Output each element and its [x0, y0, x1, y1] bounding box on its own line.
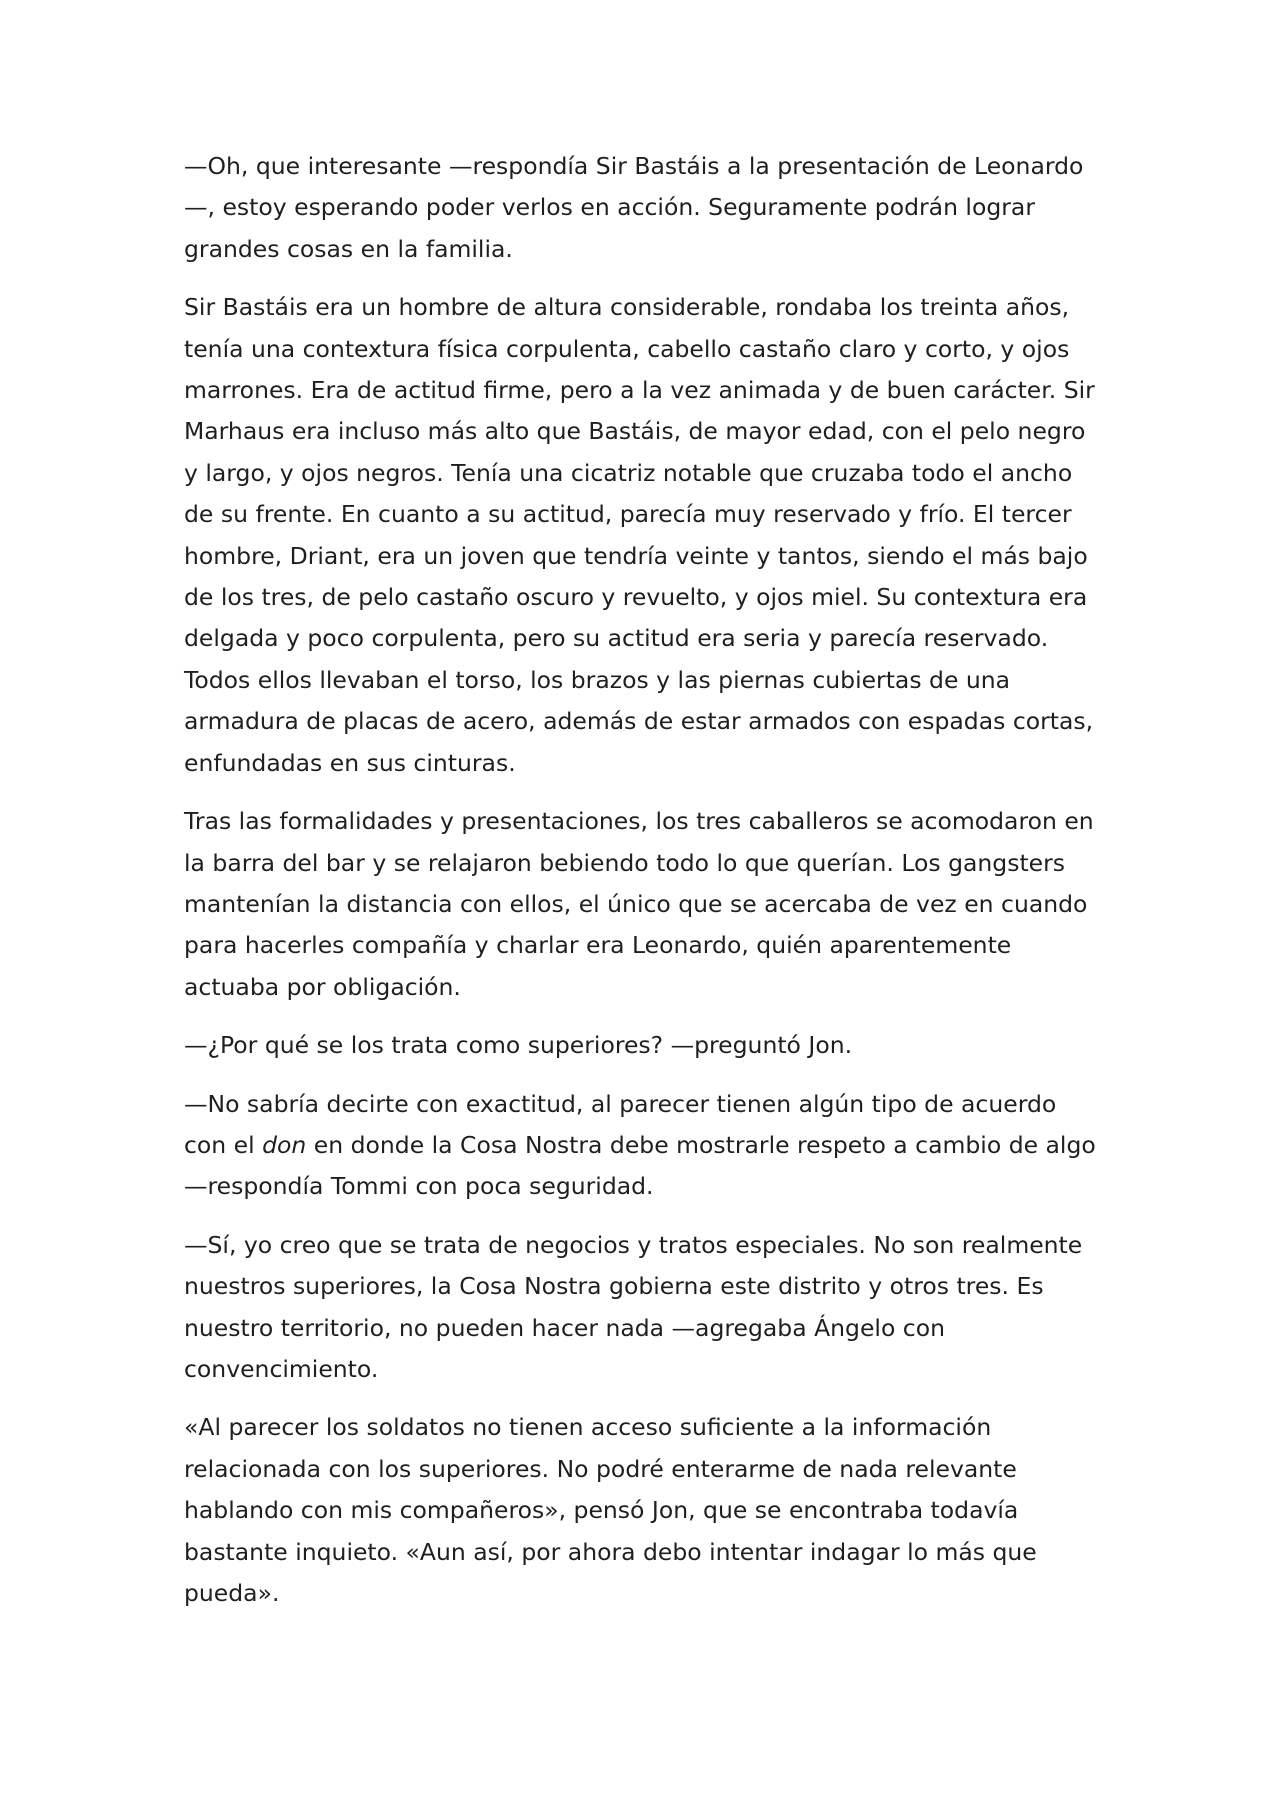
paragraph-angelo-answer: [184, 1225, 1096, 1391]
paragraph-text: Tras las formalidades y presentaciones, los tres caballeros se acomodaron en la barra del bar y se relajaron bebiendo todo lo que querían. Los gangsters mantenían la distancia con ellos, el único que se acercaba de vez en cuando para hacerles compañía y charlar era Leonardo, quién aparentemente actuaba por obligación.: [184, 807, 1102, 1001]
paragraph-formalities: [184, 801, 1102, 1008]
paragraph-text-after: en donde la Cosa Nostra debe mostrarle respeto a cambio de algo —respondía Tommi con poca seguridad.: [184, 1130, 1104, 1201]
paragraph-text: Sir Bastáis era un hombre de altura considerable, rondaba los treinta años, tenía una contextura física corpulenta, cabello castaño claro y corto, y ojos marrones. Era de actitud firme, pero a la vez animada y de buen carácter. Sir Marhaus era incluso más alto que Bastáis, de mayor edad, con el pelo negro y largo, y ojos negros. Tenía una cicatriz notable que cruzaba todo el ancho de su frente. En cuanto a su actitud, parecía muy reservado y frío. El tercer hombre, Driant, era un joven que tendría veinte y tantos, siendo el más bajo de los tres, de pelo castaño oscuro y revuelto, y ojos miel. Su contextura era delgada y poco corpulenta, pero su actitud era seria y parecía reservado. Todos ellos llevaban el torso, los brazos y las piernas cubiertas de una armadura de placas de acero, además de estar armados con espadas cortas, enfundadas en sus cinturas.: [184, 293, 1103, 777]
paragraph-jon-thought: [184, 1407, 1096, 1614]
paragraph-jon-question: [184, 1025, 1096, 1066]
document-page: [184, 146, 1104, 1631]
paragraph-bastais-reply: [184, 146, 1096, 270]
paragraph-text: «Al parecer los soldatos no tienen acceso suficiente a la información relacionada con los superiores. No podré enterarme de nada relevante hablando con mis compañeros», pensó Jon, que se encontraba todavía bastante inquieto. «Aun así, por ahora debo intentar indagar lo más que pueda».: [184, 1413, 1045, 1607]
paragraph-text: —Sí, yo creo que se trata de negocios y tratos especiales. No son realmente nuestros superiores, la Cosa Nostra gobierna este distrito y otros tres. Es nuestro territorio, no pueden hacer nada —agregaba Ángelo con convencimiento.: [184, 1230, 1090, 1383]
paragraph-text-before: —No sabría decirte con exactitud, al parecer tienen algún tipo de acuerdo con el: [184, 1089, 1064, 1159]
paragraph-text: —Oh, que interesante —respondía Sir Bastáis a la presentación de Leonardo —, estoy esperando poder verlos en acción. Seguramente podrán lograr grandes cosas en la familia.: [184, 152, 1091, 263]
italic-word-don: don: [262, 1130, 307, 1159]
paragraph-text: —¿Por qué se los trata como superiores? —preguntó Jon.: [184, 1031, 853, 1060]
paragraph-knights-description: [184, 287, 1103, 784]
paragraph-tommi-answer: [184, 1084, 1104, 1208]
